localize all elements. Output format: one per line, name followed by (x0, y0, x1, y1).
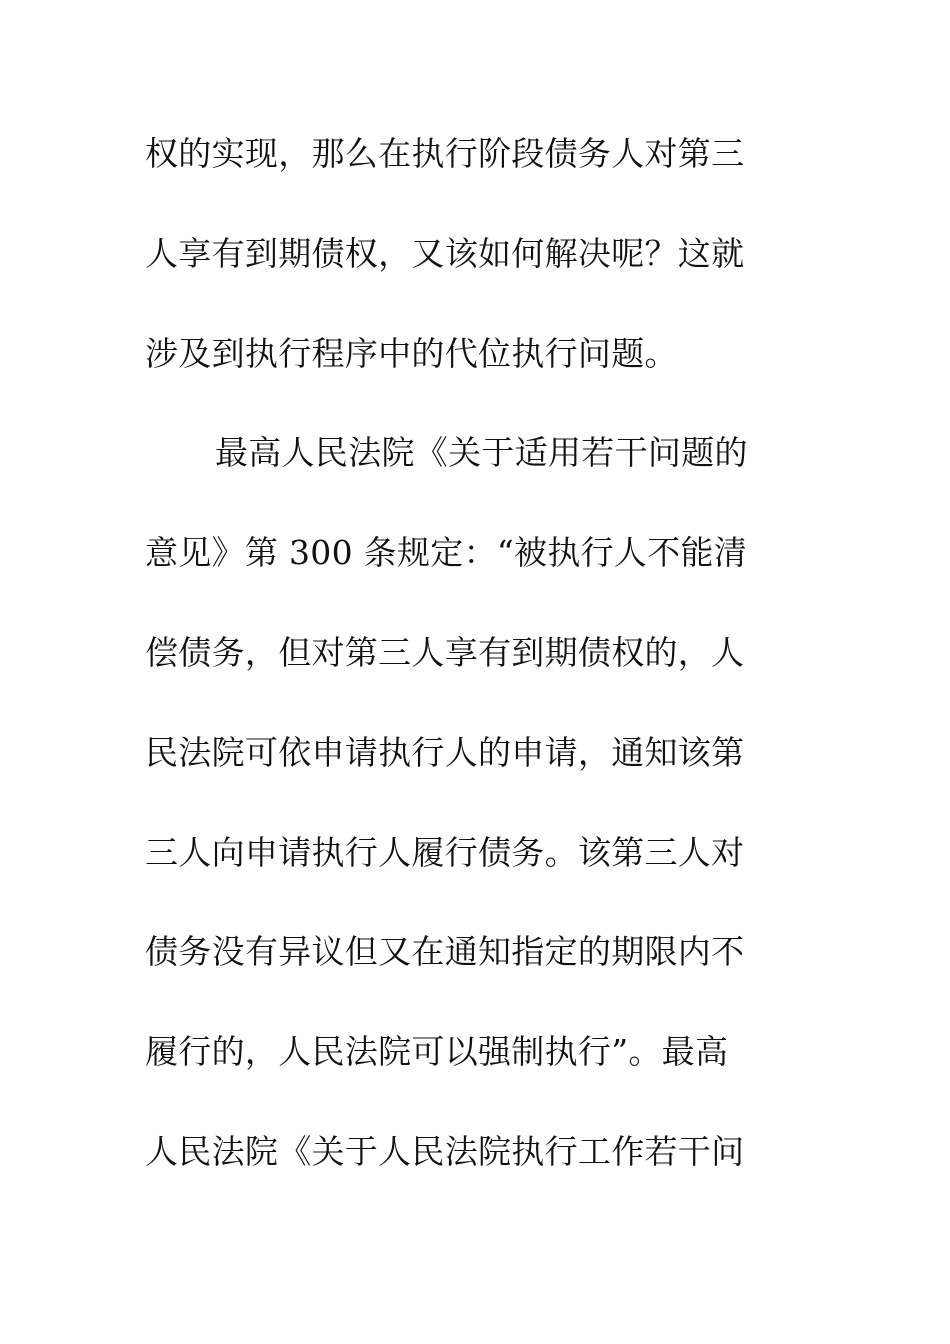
paragraph-first-line: 最高人民法院《关于适用若干问题的 (215, 433, 748, 473)
text-line: 民法院可依申请执行人的申请，通知该第 (145, 732, 745, 772)
text-line: 意见》第 300 条规定：“被执行人不能清 (145, 533, 748, 573)
text-line: 履行的，人民法院可以强制执行”。最高 (145, 1032, 729, 1072)
text-line: 偿债务，但对第三人享有到期债权的，人 (145, 632, 745, 672)
text-line: 债务没有异议但又在通知指定的期限内不 (145, 932, 745, 972)
text-line: 人享有到期债权，又该如何解决呢？这就 (145, 233, 745, 273)
text-line: 人民法院《关于人民法院执行工作若干问 (145, 1131, 745, 1171)
text-line: 三人向申请执行人履行债务。该第三人对 (145, 832, 745, 872)
text-line: 权的实现，那么在执行阶段债务人对第三 (145, 134, 745, 173)
body-text (145, 124, 785, 1222)
text-line: 涉及到执行程序中的代位执行问题。 (145, 333, 678, 373)
